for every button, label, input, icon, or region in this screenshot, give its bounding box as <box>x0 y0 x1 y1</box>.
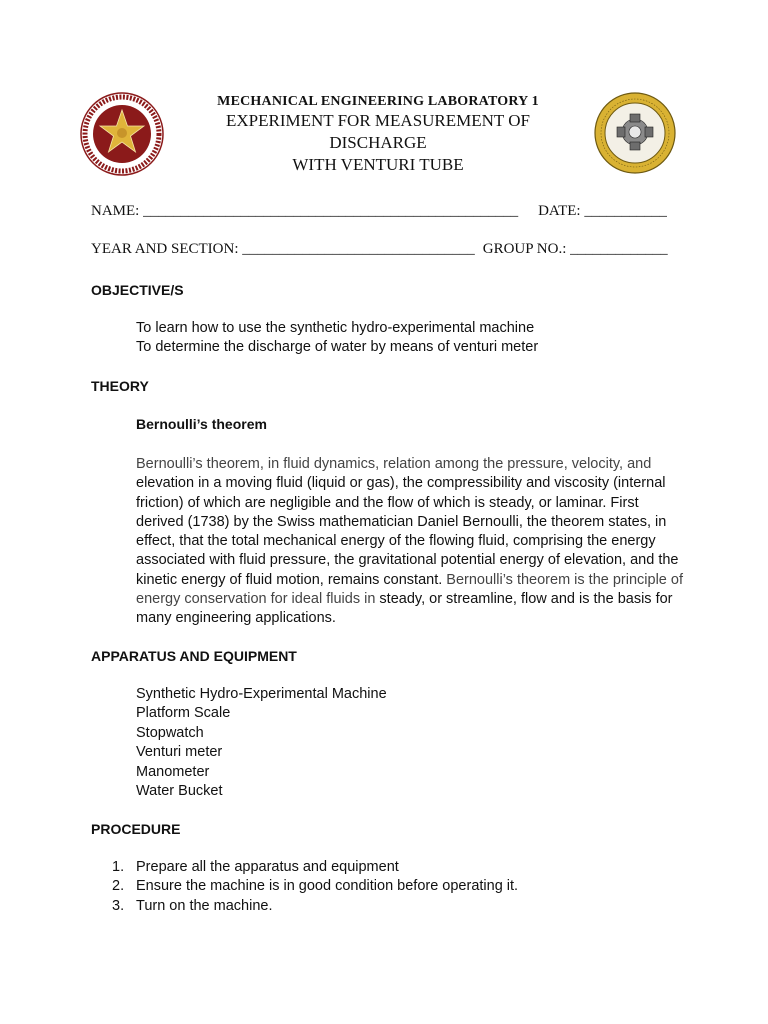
apparatus-item: Venturi meter <box>136 744 223 761</box>
apparatus-item: Stopwatch <box>136 724 204 741</box>
document-header <box>170 93 586 176</box>
procedure-step <box>112 858 518 877</box>
apparatus-heading: APPARATUS AND EQUIPMENT <box>91 648 297 664</box>
experiment-title-line-2: DISCHARGE <box>329 133 427 152</box>
group-no-field[interactable]: GROUP NO.: _____________ <box>482 241 668 257</box>
date-field[interactable]: DATE: ___________ <box>538 203 667 219</box>
objective-item: To determine the discharge of water by means of venturi meter <box>136 339 539 356</box>
step-number: 3. <box>112 897 125 914</box>
engineering-society-seal-icon <box>594 92 676 174</box>
university-seal-icon <box>80 92 164 176</box>
step-number: 1. <box>112 859 125 875</box>
step-text: Turn on the machine. <box>136 897 273 914</box>
theory-text-2: elevation in a moving fluid (liquid or gas), the compressibility and viscosity (internal friction) of which are negligible and the flow of which is steady, or laminar. First derived (1738) by the Swiss mathematician Daniel Bernoulli, the theorem states, in effect, that the total mechanical energy of the flowing fluid, comprising the energy associated with fluid pressure, the gravitational potential energy of elevation, and the kinetic energy of fluid motion, remains constant. <box>136 475 679 588</box>
objectives-list <box>136 319 538 358</box>
apparatus-list <box>136 685 387 801</box>
objective-item: To learn how to use the synthetic hydro-experimental machine <box>136 320 535 336</box>
experiment-title-line-1: EXPERIMENT FOR MEASUREMENT OF <box>226 111 530 130</box>
theory-paragraph <box>136 455 684 629</box>
theory-heading: THEORY <box>91 378 149 394</box>
step-text: Prepare all the apparatus and equipment <box>136 859 399 875</box>
procedure-list <box>112 858 518 916</box>
procedure-step <box>112 897 518 916</box>
apparatus-item: Manometer <box>136 763 210 780</box>
bernoulli-subheading: Bernoulli’s theorem <box>136 416 267 432</box>
step-number: 2. <box>112 878 125 895</box>
procedure-heading: PROCEDURE <box>91 821 181 837</box>
name-field[interactable]: NAME: __________________________________________________ <box>91 203 519 219</box>
year-group-row <box>91 241 668 258</box>
procedure-step <box>112 877 518 896</box>
theory-text-3: Bernoulli’s theorem is the principle of energy conservation for ideal fluids in <box>136 571 683 608</box>
apparatus-item: Water Bucket <box>136 783 223 800</box>
experiment-title-line-3: WITH VENTURI TUBE <box>292 155 464 174</box>
name-date-row <box>91 203 667 220</box>
apparatus-item: Synthetic Hydro-Experimental Machine <box>136 686 387 702</box>
year-section-field[interactable]: YEAR AND SECTION: _______________________________ <box>91 241 475 257</box>
step-text: Ensure the machine is in good condition before operating it. <box>136 878 519 895</box>
theory-text-4: steady, or streamline, flow and is the basis for many engineering applications. <box>136 591 673 627</box>
lab-title: MECHANICAL ENGINEERING LABORATORY 1 <box>217 94 539 109</box>
theory-text-1: Bernoulli’s theorem, in fluid dynamics, relation among the pressure, velocity, and <box>136 456 652 472</box>
apparatus-item: Platform Scale <box>136 705 231 722</box>
objectives-heading: OBJECTIVE/S <box>91 282 184 298</box>
